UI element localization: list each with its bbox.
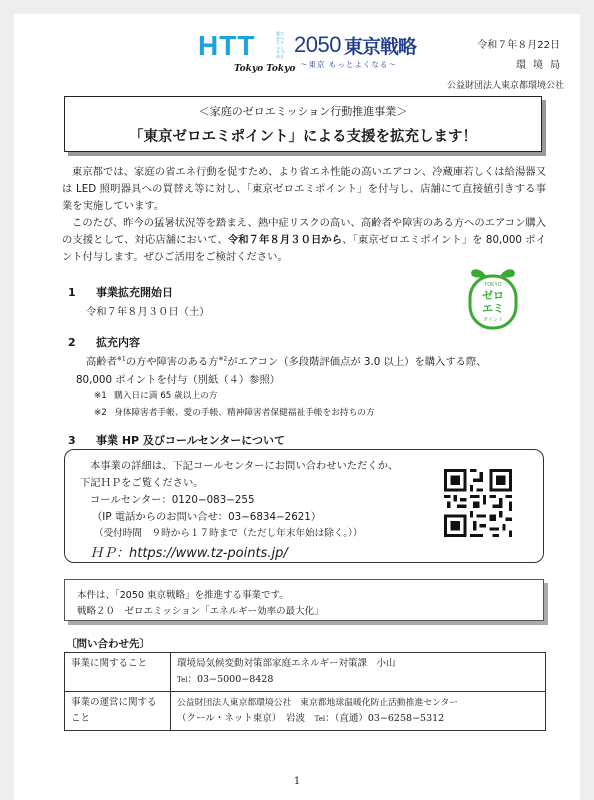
issuing-bureau: 環境局 [516,60,567,71]
qr-code-icon[interactable] [444,469,512,537]
section-3-title: 事業 HP 及びコールセンターについて [96,434,286,447]
footnote-2-mark: ※2 [94,408,107,418]
intro-p2-start-date: 令和７年８月３０日から [227,234,343,246]
logo-text-zero: ゼロ [482,289,504,302]
intro-paragraph-1: 東京都では、家庭の省エネ行動を促すため、より省エネ性能の高いエアコン、冷蔵庫若しくは給湯器又は LED 照明器具への買替え等に対し、「東京ゼロエミポイント」を付与し、店舗にて直接値引きする事業を実施しています。 [62,166,546,212]
strategy-line-1: 本件は、「2050 東京戦略」を推進する事業です。 [77,590,289,601]
note-ref-1: ※1 [116,355,126,363]
page-title: 「東京ゼロエミポイント」による支援を拡充します！ [129,129,477,145]
footnote-1-mark: ※1 [94,391,107,401]
section-1-date: 令和７年８月３０日（土） [86,306,210,318]
contact-line-2: 下記ＨＰをご覧ください。 [80,477,204,489]
inquiry-row-1-tel[interactable] [177,672,539,688]
header-logo [198,26,438,76]
inquiry-row-2-dept: 公益財団法人東京都環境公社 東京都地球温暖化防止活動推進センター [177,698,459,708]
section-3-heading [68,432,285,448]
section-2-heading [68,334,140,350]
section-1-number: 1 [68,286,76,299]
inquiry-row-1-contact [171,653,546,692]
section-3-number: 3 [68,434,76,447]
ip-phone-number[interactable]: （IP 電話からのお問い合せ：03−6834−2621） [92,511,322,523]
s2-elderly: 高齢者 [86,356,117,368]
inquiry-row-2-tel-line [177,711,539,727]
section-2-number: 2 [68,336,76,349]
tel-label: Tel [177,676,188,684]
table-row [65,653,546,692]
section-1-heading [68,284,173,300]
footnote-2 [94,406,375,418]
inquiry-row-2-label: 事業の運営に関すること [65,692,171,731]
inquiry-row-1-label: 事業に関すること [65,653,171,692]
logo-text-tokyo: TOKYO [484,282,502,288]
table-row [65,692,546,731]
strategy-box [64,579,544,621]
tel-number[interactable]: ：（直通）03−6258−5312 [325,713,445,724]
inquiry-row-2-org [177,695,539,711]
footnote-1-text: 購入日に満 65 歳以上の方 [114,391,218,401]
inquiry-row-2-person: （クール・ネット東京） 岩波 [177,713,306,724]
section-1-title: 事業拡充開始日 [96,286,173,299]
zero-emi-point-logo [464,264,522,330]
title-box [64,96,542,152]
inquiry-heading: 〔問い合わせ先〕 [66,638,150,650]
logo-text-emi: エミ [482,302,504,315]
logo-text-point: ポイント [482,317,504,323]
issue-date: 令和７年８月22日 [477,40,560,51]
htt-logo: HTT [198,30,256,61]
section-2-title: 拡充内容 [96,336,140,349]
strategy-line-2: 戦略２０ ゼロエミッション「エネルギー効率の最大化」 [77,606,324,617]
document-page [14,14,580,800]
htt-logo-subtext: 電力をへらす つくる ためる [276,31,286,59]
intro-paragraph-2 [62,215,546,266]
logo-tokyo-senryaku: 東京戦略 [344,36,417,58]
intro-p2-part-a: このたび、昨今の猛暑状況等を踏まえ、熱中症リスクの高い、高齢者や障害のある方へのエアコン購入の支援として、対応店舗において、 [62,217,546,246]
logo-slogan: 〜東京 もっとよくなる〜 [300,60,397,69]
section-2-line-2: 80,000 ポイントを付与（別紙（４）参照） [76,374,281,386]
inquiry-table [64,652,546,731]
inquiry-row-1-dept: 環境局気候変動対策部家庭エネルギー対策課 小山 [177,658,396,669]
logo-2050: 2050 [294,32,341,57]
contact-line-1: 本事業の詳細は、下記コールセンターにお問い合わせいただくか、 [90,460,399,472]
tel-number[interactable]: ：03−5000−8428 [187,674,274,685]
call-center-number[interactable]: コールセンター：0120−083−255 [90,494,255,506]
inquiry-row-2-contact [171,692,546,731]
tel-label: Tel [314,715,326,723]
page-number: 1 [293,776,301,787]
title-subheading: ＜家庭のゼロエミッション行動推進事業＞ [198,105,408,118]
header-meta [446,36,567,96]
website-link[interactable]: ＨＰ：https://www.tz-points.jp/ [90,546,288,561]
footnote-2-text: 身体障害者手帳、愛の手帳、精神障害者保健福祉手帳をお持ちの方 [114,408,375,418]
footnote-1 [94,389,217,401]
s2-aircon-condition: がエアコン（多段階評価点が 3.0 以上）を購入する際、 [227,356,487,368]
intro-p2-part-b: 、「東京ゼロエミポイント」を 80,000 ポイント付与します。ぜひご活用をご検討ください。 [62,234,547,263]
section-2-line-1 [86,353,487,368]
tokyo-tokyo-logo: Tokyo Tokyo [234,64,296,74]
intro-text [62,164,546,266]
note-ref-2: ※2 [218,355,228,363]
s2-disabled: の方や障害のある方 [125,356,219,368]
issuing-organization: 公益財団法人東京都環境公社 [446,81,564,91]
reception-hours: （受付時間 ９時から１７時まで（ただし年末年始は除く。）） [94,528,363,539]
